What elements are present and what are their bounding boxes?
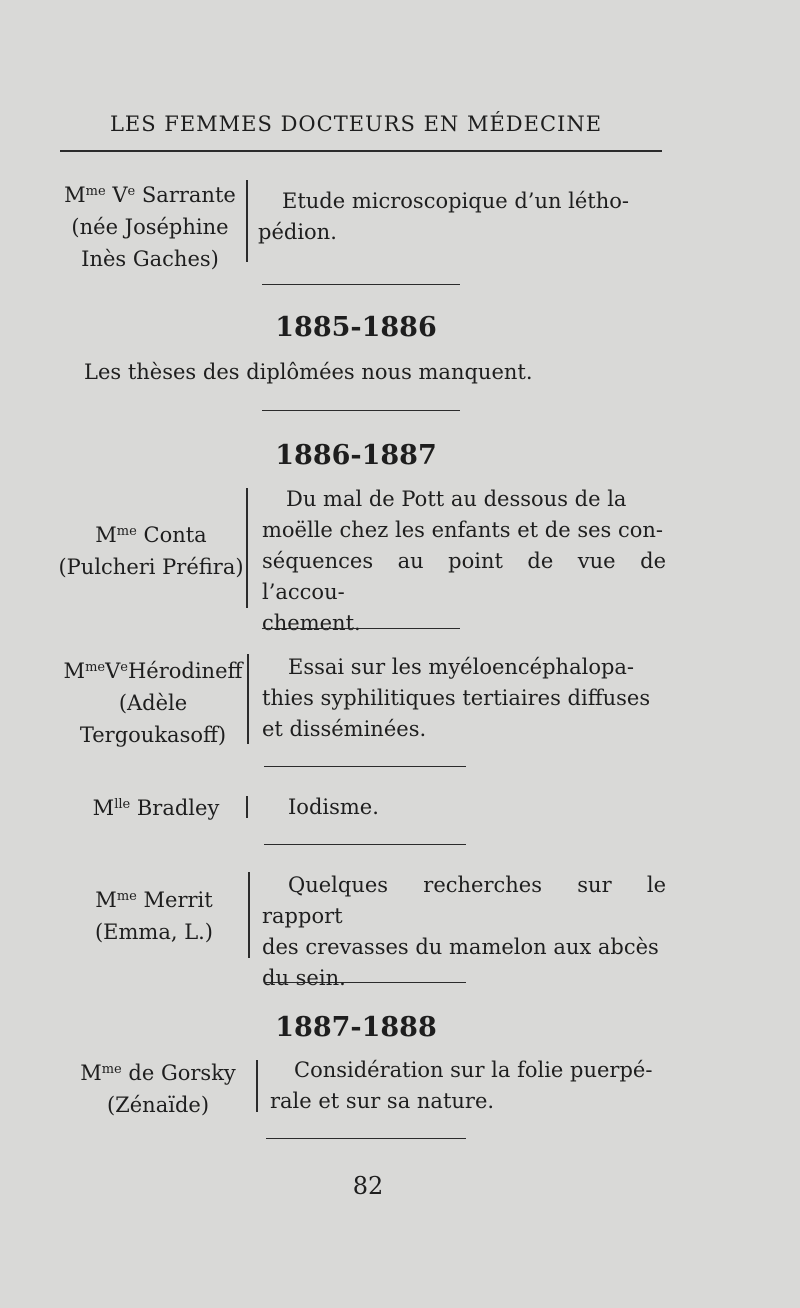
column-divider [246,180,248,262]
missing-theses-note: Les thèses des diplômées nous manquent. [84,360,533,384]
title-sup: e [127,184,136,199]
desc-line: Etude microscopique d’un létho- [282,189,630,213]
author-name [70,881,238,948]
name-part: V [105,659,121,683]
title-letter: M [95,523,117,547]
year-heading: 1885-1886 [275,312,437,343]
title-letter: M [63,659,86,683]
name-part: Bradley [130,796,220,820]
title-letter: M [92,796,115,820]
name-part: Hérodineff [127,659,243,683]
title-letter: M [64,183,86,207]
name-line: (Zénaïde) [106,1093,210,1117]
desc-line: et disséminées. [262,717,427,741]
desc-line: Essai sur les myéloencéphalopa- [288,655,635,679]
name-part: Conta [136,523,207,547]
thesis-title [262,652,666,745]
name-line: (née Joséphine [71,215,229,239]
year-heading: 1886-1887 [275,440,437,471]
title-sup: lle [114,797,131,812]
page-number: 82 [352,1172,384,1200]
name-line: (Emma, L.) [94,920,214,944]
name-part: Sarrante [135,183,236,207]
title-sup: me [116,889,137,904]
title-letter: M [80,1061,102,1085]
name-line: Inès Gaches) [81,247,219,271]
column-divider [246,488,248,608]
desc-line: chement. [262,611,361,635]
separator-rule [262,628,460,629]
title-sup: me [101,1062,122,1077]
year-heading: 1887-1888 [275,1012,437,1043]
column-divider [256,1060,258,1112]
desc-line: Quelques recherches sur le rapport [262,873,666,928]
title-sup: e [120,660,128,675]
author-name [58,652,248,751]
thesis-title [262,870,666,994]
separator-rule [266,1138,466,1139]
thesis-title [258,186,662,248]
name-line: (Pulcheri Préfira) [58,555,244,579]
author-name [86,789,226,824]
name-part: de Gorsky [121,1061,236,1085]
name-line: Tergoukasoff) [79,723,227,747]
name-part: V [105,183,128,207]
separator-rule [262,284,460,285]
name-part: Merrit [136,888,213,912]
column-divider [246,796,248,818]
running-header: LES FEMMES DOCTEURS EN MÉDECINE [109,112,603,136]
desc-line: séquences au point de vue de l’accou- [262,549,666,604]
author-name [58,516,244,583]
separator-rule [264,844,466,845]
desc-line: du sein. [262,966,346,990]
title-letter: M [95,888,117,912]
desc-line: moëlle chez les enfants et de ses con- [262,518,663,542]
separator-rule [262,410,460,411]
author-name [55,176,245,275]
desc-line: Considération sur la folie puerpé- [294,1058,653,1082]
desc-line: thies syphilitiques tertiaires diffuses [262,686,651,710]
title-sup: me [116,524,137,539]
author-name [70,1054,246,1121]
desc-line: pédion. [258,220,337,244]
desc-line: rale et sur sa nature. [270,1089,495,1113]
separator-rule [264,982,466,983]
desc-line: Du mal de Pott au dessous de la [286,487,627,511]
thesis-title [270,1055,668,1117]
column-divider [247,654,249,744]
name-line: (Adèle [118,691,188,715]
title-sup: me [85,660,106,675]
thesis-title: Iodisme. [288,795,379,819]
column-divider [248,872,250,958]
separator-rule [264,766,466,767]
desc-line: des crevasses du mamelon aux abcès [262,935,659,959]
title-sup: me [85,184,106,199]
thesis-title [262,484,666,639]
header-rule [60,150,662,152]
